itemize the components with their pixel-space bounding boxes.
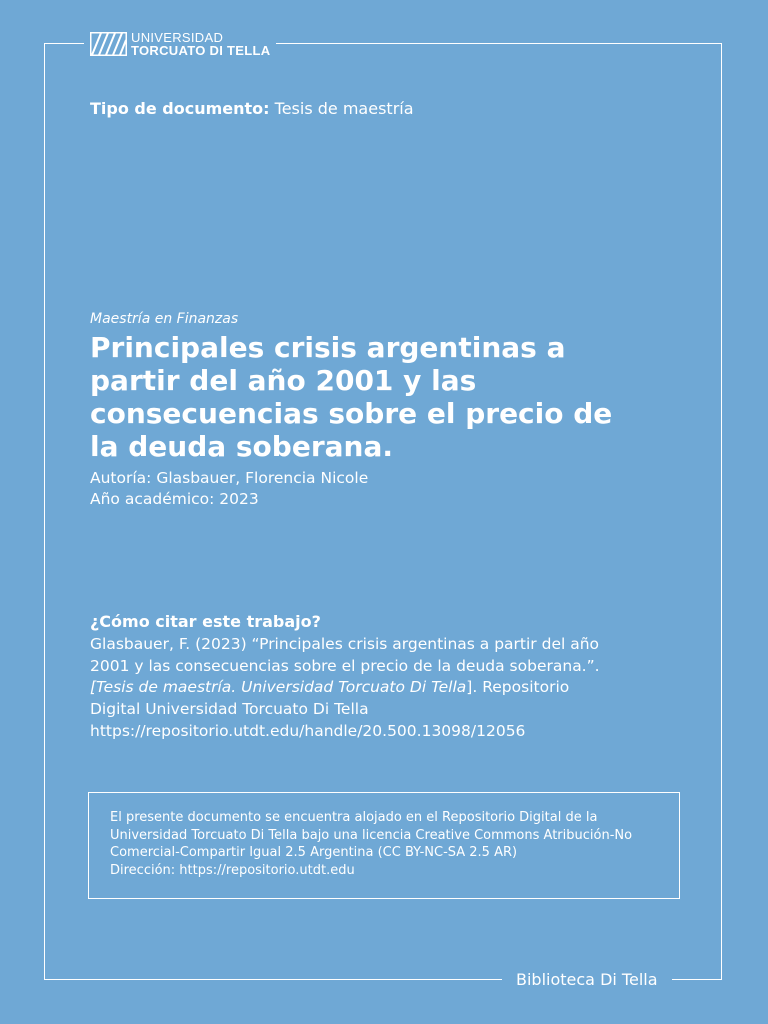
- document-type: [90, 99, 414, 118]
- thesis-title: Principales crisis argentinas a partir del año 2001 y las consecuencias sobre el precio de la deuda soberana.: [90, 331, 613, 463]
- citation-heading: ¿Cómo citar este trabajo?: [90, 612, 321, 631]
- logo-university-label: UNIVERSIDAD: [131, 30, 224, 45]
- academic-year: Año académico: 2023: [90, 490, 259, 508]
- logo-stripes-icon: [90, 32, 127, 56]
- citation-text-start: Glasbauer, F. (2023) “Principales crisis argentinas a partir del año 2001 y las consecuencias sobre el precio de la deuda soberana.”.: [90, 635, 600, 675]
- citation-text-end: ]. Repositorio Digital Universidad Torcuato Di Tella: [90, 678, 570, 718]
- citation-text: [90, 634, 620, 720]
- citation-text-italic: [Tesis de maestría. Universidad Torcuato Di Tella: [90, 678, 467, 696]
- logo-name-label: TORCUATO DI TELLA: [131, 43, 271, 58]
- license-box: [88, 792, 680, 899]
- library-label: Biblioteca Di Tella: [502, 968, 672, 992]
- document-type-value: Tesis de maestría: [274, 99, 414, 118]
- thesis-metadata: [90, 468, 368, 510]
- document-type-label: Tipo de documento:: [90, 99, 270, 118]
- license-address: Dirección: https://repositorio.utdt.edu: [110, 862, 355, 878]
- authorship: Autoría: Glasbauer, Florencia Nicole: [90, 469, 369, 487]
- university-logo: [84, 28, 276, 60]
- citation-url-link[interactable]: https://repositorio.utdt.edu/handle/20.500.13098/12056: [90, 722, 526, 740]
- license-text: El presente documento se encuentra alojado en el Repositorio Digital de la Universidad Torcuato Di Tella bajo una licencia Creative Commons Atribución-No Comercial-Compartir Igual 2.5 Argentina (CC BY-NC-SA 2.5 AR): [110, 810, 633, 860]
- program-name: Maestría en Finanzas: [90, 311, 239, 327]
